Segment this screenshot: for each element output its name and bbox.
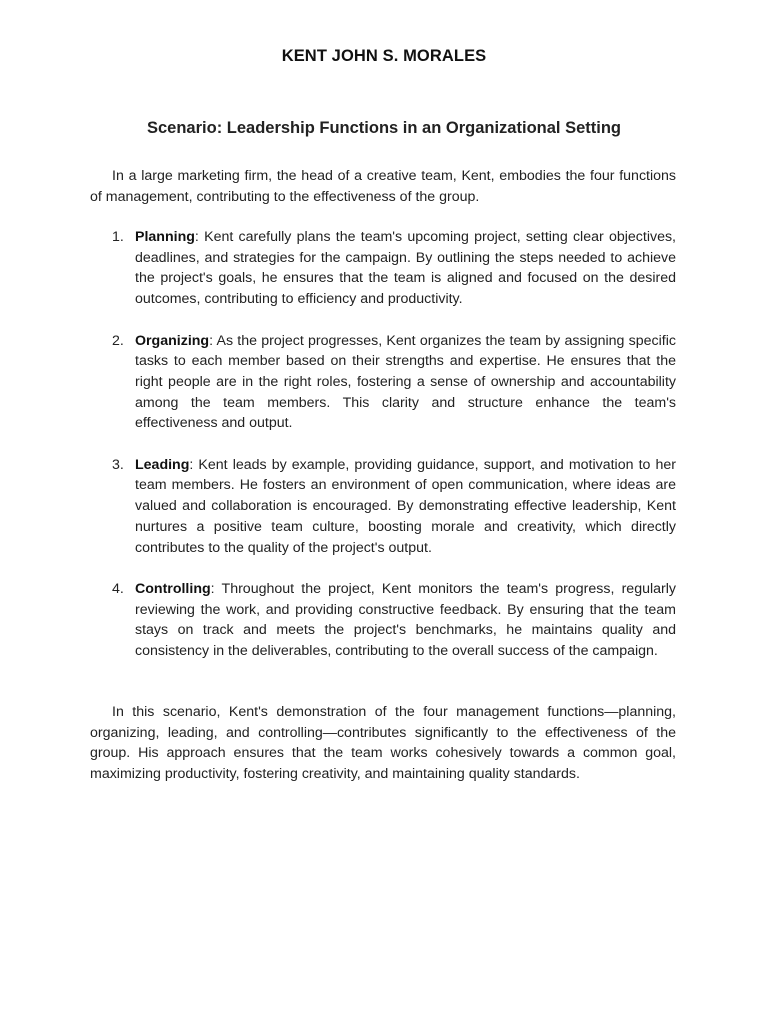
function-description: : Throughout the project, Kent monitors the team's progress, regularly reviewing the work, and providing constructive feedback. By ensuring that the team stays on track and meets the project's benchmarks, he maintains quality and consistency in the deliverables, contributing to the overall success of the campaign.: [135, 580, 676, 660]
conclusion-paragraph: In this scenario, Kent's demonstration of the four management functions—planning, organizing, leading, and controlling—contributes significantly to the effectiveness of the group. His approach ensures that the team works cohesively towards a common goal, maximizing productivity, fostering creativity, and maintaining quality standards.: [90, 704, 676, 783]
list-number: 2.: [112, 332, 124, 349]
function-term: Leading: [135, 456, 190, 473]
function-description: : Kent leads by example, providing guidance, support, and motivation to her team members. He fosters an environment of open communication, where ideas are valued and collaboration is encouraged. By demonstrating effective leadership, Kent nurtures a positive team culture, boosting morale and creativity, which directly contributes to the quality of the project's output.: [135, 456, 676, 556]
list-item-planning: [90, 227, 676, 310]
list-number: 4.: [112, 580, 124, 597]
function-term: Planning: [135, 229, 195, 245]
list-item-organizing: [90, 331, 676, 435]
management-functions-list: [90, 227, 676, 682]
function-description: : As the project progresses, Kent organizes the team by assigning specific tasks to each member based on their strengths and expertise. He ensures that the right people are in the right roles, fostering a sense of ownership and accountability among the team members. This clarity and structure enhance the team's effectiveness and output.: [135, 332, 676, 432]
document-title: Scenario: Leadership Functions in an Organizational Setting: [147, 119, 621, 137]
intro-paragraph: In a large marketing firm, the head of a creative team, Kent, embodies the four functions of management, contributing to the effectiveness of the group.: [90, 168, 676, 205]
list-item-controlling: [90, 579, 676, 662]
list-item-leading: [90, 455, 676, 559]
function-term: Controlling: [135, 580, 211, 597]
list-number: 3.: [112, 456, 124, 473]
author-name: KENT JOHN S. MORALES: [281, 47, 487, 65]
function-description: : Kent carefully plans the team's upcoming project, setting clear objectives, deadlines, and strategies for the campaign. By outlining the steps needed to achieve the project's goals, he ensures that the team is aligned and focused on the desired outcomes, contributing to efficiency and productivity.: [135, 229, 676, 308]
function-term: Organizing: [135, 332, 210, 349]
list-number: 1.: [112, 229, 124, 245]
